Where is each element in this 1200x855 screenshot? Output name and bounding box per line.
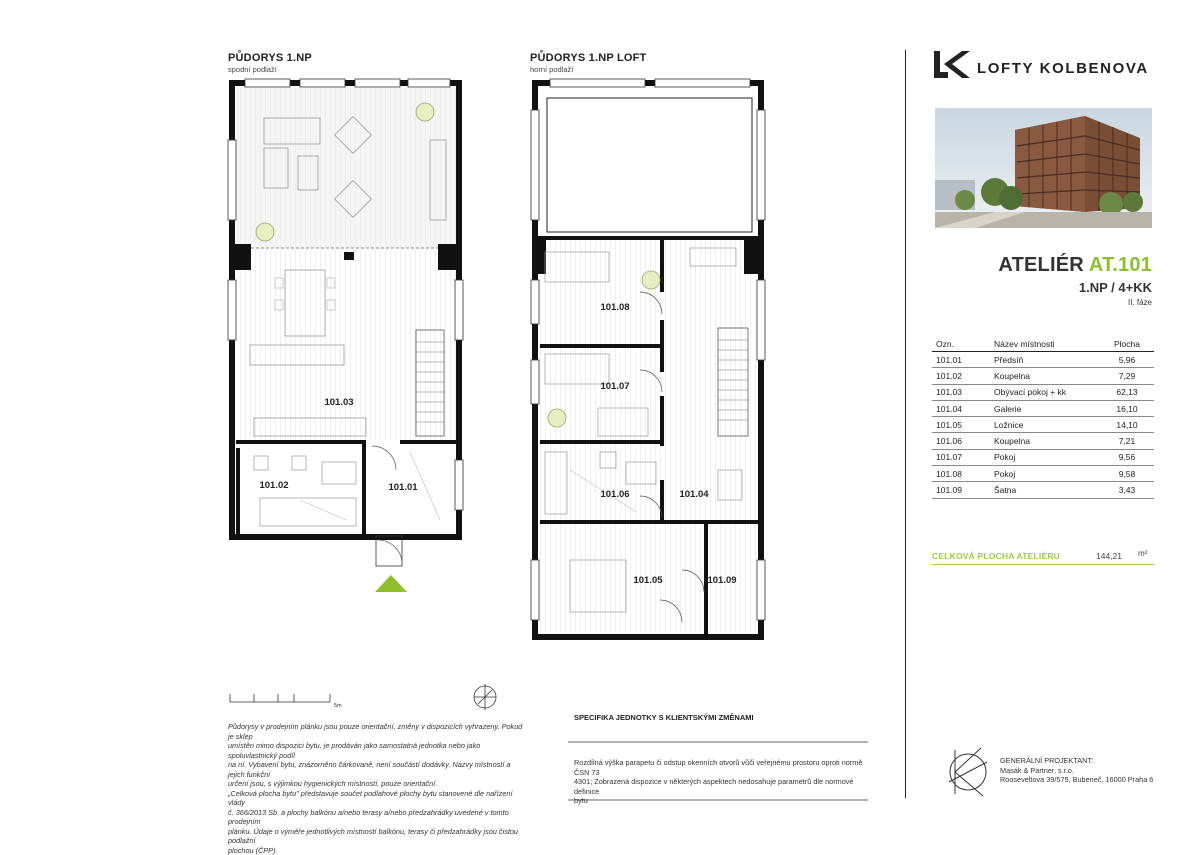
room-label-101-06: 101.06 xyxy=(600,489,629,500)
room-code: 101.06 xyxy=(932,433,994,449)
room-name: Šatna xyxy=(994,482,1100,498)
room-label-101-05: 101.05 xyxy=(633,575,663,586)
note-line: „Celková plocha bytu" představuje součet podlahové plochy bytu stanovené dle nařízení vlády xyxy=(228,789,528,808)
room-name: Ložnice xyxy=(994,417,1100,433)
table-row xyxy=(932,482,1154,498)
room-code: 101.04 xyxy=(932,400,994,416)
room-code: 101.03 xyxy=(932,384,994,400)
table-row xyxy=(932,384,1154,400)
room-code: 101.05 xyxy=(932,417,994,433)
total-underline xyxy=(932,564,1154,565)
projektant-logo-icon xyxy=(945,742,991,802)
room-name: Pokoj xyxy=(994,449,1100,465)
lower-floor-plan xyxy=(228,79,463,592)
spec-title: SPECIFIKA JEDNOTKY S KLIENTSKÝMI ZMĚNAMI xyxy=(574,713,754,722)
room-name: Předsíň xyxy=(994,352,1100,368)
room-name: Koupelna xyxy=(994,433,1100,449)
spec-text xyxy=(574,758,870,806)
room-name: Koupelna xyxy=(994,368,1100,384)
projektant-company: Masák & Partner, s.r.o. xyxy=(1000,766,1153,776)
room-table xyxy=(932,337,1154,499)
room-label-101-04: 101.04 xyxy=(679,489,709,500)
note-line: plochou (ČPP). xyxy=(228,846,528,855)
note-line: č. 366/2013 Sb. a plochy balkónu a/nebo terasy a/nebo předzahrádky uvedené v tomto prodejním xyxy=(228,808,528,827)
room-area: 9,58 xyxy=(1100,466,1154,482)
room-label-101-09: 101.09 xyxy=(707,575,736,586)
apartment-title xyxy=(998,254,1152,277)
total-area-unit: m² xyxy=(1138,549,1147,558)
table-row xyxy=(932,352,1154,368)
scale-label: 5m xyxy=(334,703,342,709)
room-name: Obývací pokoj + kk xyxy=(994,384,1100,400)
note-line: na ní. Vybavení bytu, znázorněno čárkovaně, není součástí dodávky. Názvy místností a jejich funkční xyxy=(228,760,528,779)
total-area-value: 144,21 xyxy=(1096,551,1122,561)
room-label-101-07: 101.07 xyxy=(600,381,629,392)
table-header-row xyxy=(932,337,1154,352)
room-area: 14,10 xyxy=(1100,417,1154,433)
room-label-101-08: 101.08 xyxy=(600,302,629,313)
room-code: 101.08 xyxy=(932,466,994,482)
table-row xyxy=(932,417,1154,433)
projektant-title: GENERÁLNÍ PROJEKTANT: xyxy=(1000,756,1153,766)
room-code: 101.02 xyxy=(932,368,994,384)
room-area: 3,43 xyxy=(1100,482,1154,498)
entrance-arrow-icon xyxy=(375,575,407,592)
room-name: Pokoj xyxy=(994,466,1100,482)
projektant-address: Rooseveltova 39/575, Bubeneč, 16000 Praha 6 xyxy=(1000,775,1153,785)
room-label-101-03: 101.03 xyxy=(324,397,353,408)
table-row xyxy=(932,449,1154,465)
wall xyxy=(229,534,462,540)
room-label-101-01: 101.01 xyxy=(388,482,418,493)
room-area: 7,29 xyxy=(1100,368,1154,384)
legal-notes xyxy=(228,722,528,855)
table-row xyxy=(932,400,1154,416)
note-line: určení jsou, s výjimkou hygienických místností, pouze orientační. xyxy=(228,779,528,789)
room-name: Galerie xyxy=(994,400,1100,416)
spec-line: Rozdílná výška parapetu či odstup okenních otvorů vůči veřejnému prostoru oproti normě ČSN 73 xyxy=(574,758,870,777)
table-row xyxy=(932,466,1154,482)
note-line: plánku. Údaje o výměře jednotlivých místností balkónu, terasy či předzahrádky jsou čistou podlažní xyxy=(228,827,528,846)
spec-line: 4301; Zobrazená dispozice v některých aspektech nedosahuje parametrů dle normové definice xyxy=(574,777,870,796)
room-area: 62,13 xyxy=(1100,384,1154,400)
apartment-prefix: ATELIÉR xyxy=(998,254,1083,276)
apartment-code: AT.101 xyxy=(1089,254,1152,276)
table-row xyxy=(932,368,1154,384)
plan-title-lower: PŮDORYS 1.NP xyxy=(228,52,312,64)
plan-subtitle-lower: spodní podlaží xyxy=(228,65,277,74)
column-divider xyxy=(905,50,906,798)
room-area: 7,21 xyxy=(1100,433,1154,449)
building-render-image xyxy=(935,108,1152,228)
header-plocha: Plocha xyxy=(1100,337,1154,352)
room-area: 9,56 xyxy=(1100,449,1154,465)
header-nazev: Název místnosti xyxy=(994,337,1100,352)
logo-lk-icon xyxy=(932,50,972,80)
room-code: 101.01 xyxy=(932,352,994,368)
room-label-101-02: 101.02 xyxy=(259,480,288,491)
projektant-info xyxy=(1000,756,1153,785)
scale-bar xyxy=(230,694,330,702)
note-line: umístěn mimo dispozici bytu, je prodáván jako samostatná jednotka nebo jako spoluvlastnický podíl xyxy=(228,741,528,760)
total-area-label: CELKOVÁ PLOCHA ATELIÉRU xyxy=(932,551,1060,561)
header-ozn: Ozn. xyxy=(932,337,994,352)
room-area: 5,96 xyxy=(1100,352,1154,368)
floor-layout: 1.NP / 4+KK xyxy=(1079,280,1152,295)
spec-line: bytu xyxy=(574,796,870,806)
room-code: 101.09 xyxy=(932,482,994,498)
plan-title-upper: PŮDORYS 1.NP LOFT xyxy=(530,52,646,64)
brand-name: LOFTY KOLBENOVA xyxy=(977,60,1149,77)
table-row xyxy=(932,433,1154,449)
room-area: 16,10 xyxy=(1100,400,1154,416)
note-line: Půdorysy v prodejním plánku jsou pouze orientační, změny v dispozicích vyhrazeny. Pokud je sklep xyxy=(228,722,528,741)
upper-floor-plan xyxy=(531,79,765,640)
phase-label: II. fáze xyxy=(1128,298,1152,307)
room-code: 101.07 xyxy=(932,449,994,465)
plan-subtitle-upper: horní podlaží xyxy=(530,65,573,74)
north-arrow-icon xyxy=(474,684,496,710)
